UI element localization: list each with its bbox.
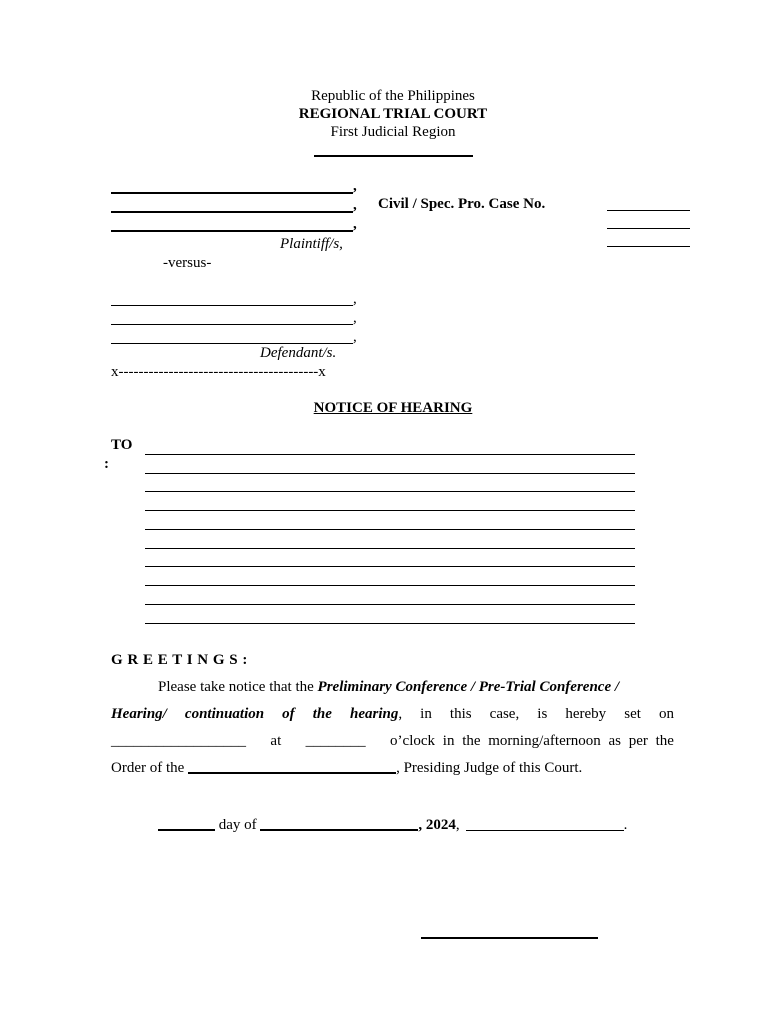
addressee-line[interactable] xyxy=(145,604,635,605)
to-colon: : xyxy=(104,456,109,472)
defendant-name-blank[interactable] xyxy=(111,324,353,325)
signature-line[interactable] xyxy=(421,937,598,939)
plaintiff-name-blank[interactable] xyxy=(111,211,353,213)
plaintiff-name-blank[interactable] xyxy=(111,230,353,232)
case-number-blank[interactable] xyxy=(607,210,690,211)
plaintiff-comma: , xyxy=(353,197,357,213)
branch-blank[interactable] xyxy=(314,155,473,157)
lead-text: Please take notice that the xyxy=(158,679,318,695)
time-blank[interactable]: ________ xyxy=(305,733,366,749)
addressee-line[interactable] xyxy=(145,585,635,586)
paragraph-line xyxy=(111,674,674,701)
plaintiff-comma: , xyxy=(353,178,357,194)
defendant-comma: , xyxy=(353,310,357,326)
document-title: NOTICE OF HEARING xyxy=(313,400,473,416)
caption-separator: x----------------------------------------x xyxy=(111,364,326,380)
to-label: TO xyxy=(111,437,133,453)
at-text: at xyxy=(270,733,282,749)
addressee-line[interactable] xyxy=(145,548,635,549)
plaintiff-name-blank[interactable] xyxy=(111,192,353,194)
addressee-line[interactable] xyxy=(145,510,635,511)
presiding-judge-blank[interactable] xyxy=(188,758,396,774)
addressee-line[interactable] xyxy=(145,529,635,530)
hearing-type-text: Hearing/ continuation of the hearing xyxy=(111,706,399,722)
region-heading: First Judicial Region xyxy=(330,124,456,140)
body-text: , in this case, is hereby set on xyxy=(398,706,674,722)
plaintiff-label: Plaintiff/s, xyxy=(280,236,343,252)
day-blank[interactable] xyxy=(158,815,215,831)
republic-heading: Republic of the Philippines xyxy=(311,88,475,104)
paragraph-line xyxy=(111,701,674,728)
addressee-line[interactable] xyxy=(145,566,635,567)
body-text: , Presiding Judge of this Court. xyxy=(396,760,583,776)
hearing-type-text: Preliminary Conference / Pre-Trial Conference / xyxy=(317,679,620,695)
addressee-line[interactable] xyxy=(145,491,635,492)
date-line xyxy=(158,815,627,834)
court-name-heading: REGIONAL TRIAL COURT xyxy=(298,106,488,122)
year-text: , 2024 xyxy=(418,817,456,833)
defendant-label: Defendant/s. xyxy=(260,345,337,361)
notice-paragraph xyxy=(111,674,674,782)
body-text: o’clock in the morning/afternoon as per the xyxy=(390,733,674,749)
comma-text: , xyxy=(455,817,460,833)
greetings-heading: G R E E T I N G S : xyxy=(111,652,248,668)
defendant-comma: , xyxy=(353,329,357,345)
case-number-blank[interactable] xyxy=(607,246,690,247)
period-text: . xyxy=(623,817,628,833)
case-number-label: Civil / Spec. Pro. Case No. xyxy=(378,196,546,212)
case-number-blank[interactable] xyxy=(607,228,690,229)
paragraph-line xyxy=(111,728,674,755)
day-of-text: day of xyxy=(215,817,261,833)
defendant-name-blank[interactable] xyxy=(111,305,353,306)
addressee-line[interactable] xyxy=(145,623,635,624)
month-blank[interactable] xyxy=(260,815,418,831)
date-blank[interactable]: __________________ xyxy=(111,733,246,749)
addressee-line[interactable] xyxy=(145,454,635,455)
defendant-name-blank[interactable] xyxy=(111,343,353,344)
defendant-comma: , xyxy=(353,291,357,307)
paragraph-line xyxy=(111,755,674,782)
place-blank[interactable] xyxy=(466,816,624,831)
order-of-text: Order of the xyxy=(111,760,189,776)
plaintiff-comma: , xyxy=(353,216,357,232)
addressee-line[interactable] xyxy=(145,473,635,474)
versus-label: -versus- xyxy=(163,255,212,271)
